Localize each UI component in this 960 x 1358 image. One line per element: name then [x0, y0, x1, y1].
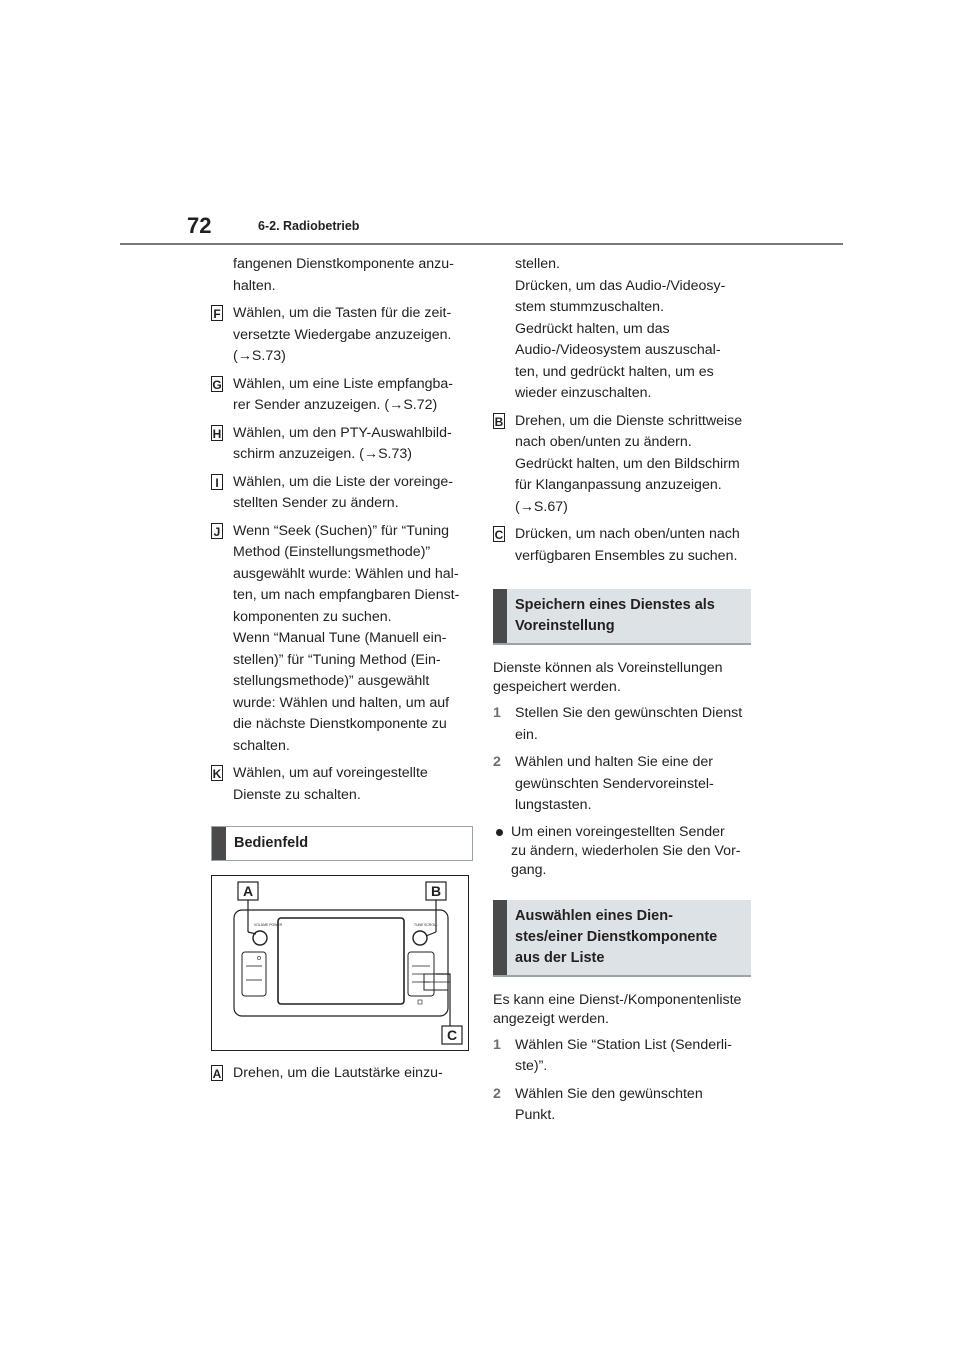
step-number: 2 [493, 1085, 501, 1102]
key-label: A [212, 1067, 222, 1081]
heading-line: stes/einer Dienstkomponente [515, 928, 718, 945]
section1-step-2 [493, 752, 751, 817]
continuation-text [211, 254, 473, 297]
heading-text: Bedienfeld [234, 835, 309, 851]
text-line: Wählen, um die Liste der voreinge- [233, 473, 454, 490]
key-label: H [212, 426, 222, 441]
section1-step-1 [493, 703, 751, 746]
text-line: verfügbaren Ensembles zu suchen. [515, 547, 738, 564]
section2-step-1 [493, 1035, 751, 1078]
text-line: stellten Sender zu ändern. [233, 495, 399, 511]
control-panel-figure [211, 875, 469, 1051]
left-knob-caption: VOLUME POWER [254, 923, 283, 927]
section2-intro [493, 991, 751, 1029]
text-line: zu ändern, wiederholen Sie den Vor- [511, 842, 741, 859]
text-line: für Klanganpassung anzuzeigen. [515, 477, 722, 493]
text-line: fangenen Dienstkomponente anzu- [233, 256, 454, 272]
item-g [211, 374, 473, 417]
text-line: gang. [511, 861, 547, 878]
text-line: rer Sender anzuzeigen. (→S.72) [233, 397, 438, 413]
key-label: K [212, 767, 222, 781]
text-line: Audio-/Videosystem auszuschal- [515, 342, 721, 358]
text-line: Wenn “Manual Tune (Manuell ein- [233, 630, 447, 646]
section-heading-save-preset [493, 589, 751, 645]
text-line: Dienste können als Voreinstellungen [493, 660, 723, 676]
key-label: B [494, 414, 504, 429]
text-line: Gedrückt halten, um das [515, 320, 670, 337]
text-line: lungstasten. [515, 797, 592, 813]
key-label: C [494, 528, 504, 542]
left-column [211, 254, 473, 1091]
key-label: F [211, 305, 223, 321]
text-line: stellungsmethode)” ausgewählt [233, 673, 430, 689]
heading-line: aus der Liste [515, 949, 605, 966]
item-h [211, 423, 473, 466]
section1-bullet [493, 823, 751, 880]
item-f [211, 303, 473, 368]
text-line: versetzte Wiedergabe anzuzeigen. [233, 326, 452, 343]
right-knob-caption: TUNE SCROLL [414, 923, 438, 927]
key-label: G [212, 377, 222, 392]
control-panel-illustration [212, 876, 468, 1050]
page-number: 72 [187, 213, 212, 238]
heading-text [493, 589, 751, 643]
step-number: 1 [493, 705, 501, 721]
item-i [211, 472, 473, 515]
text-line: Wählen, um den PTY-Auswahlbild- [233, 424, 452, 441]
text-line: gespeichert werden. [493, 679, 621, 695]
section-title: 6-2. Radiobetrieb [258, 219, 360, 233]
text-line: gewünschten Sendervoreinstel- [515, 775, 714, 792]
text-line: Drücken, um das Audio-/Videosy- [515, 277, 726, 294]
heading-line: Voreinstellung [515, 618, 615, 634]
text-line: angezeigt werden. [493, 1010, 609, 1027]
bedienfeld-heading [211, 826, 473, 861]
text-line: Wählen Sie “Station List (Senderli- [515, 1036, 732, 1053]
text-line: halten. [233, 277, 276, 294]
text-line: Wählen und halten Sie eine der [515, 754, 713, 770]
text-line: Um einen voreingestellten Sender [511, 823, 725, 840]
heading-line: Auswählen eines Dien- [515, 907, 673, 924]
text-line: Gedrückt halten, um den Bildschirm [515, 455, 740, 472]
key-label: I [211, 474, 223, 490]
text-line: die nächste Dienstkomponente zu [233, 716, 447, 732]
section-heading-select-from-list [493, 900, 751, 977]
text-line: schirm anzuzeigen. (→S.73) [233, 446, 412, 462]
section1-intro [493, 659, 751, 697]
text-line: wieder einzuschalten. [515, 385, 652, 401]
callout-a-label: A [242, 883, 254, 899]
heading-text [493, 900, 751, 975]
text-line: stem stummzuschalten. [515, 299, 665, 315]
text-line: ten, und gedrückt halten, um es [515, 363, 714, 380]
text-line: Dienste zu schalten. [233, 786, 361, 803]
callout-b-label: B [430, 883, 442, 899]
text-line: Punkt. [515, 1107, 556, 1123]
text-line: Drücken, um nach oben/unten nach [515, 526, 740, 542]
text-line: stellen. [515, 256, 560, 272]
text-line: Stellen Sie den gewünschten Dienst [515, 705, 743, 721]
item-c [493, 524, 751, 567]
text-line: nach oben/unten zu ändern. [515, 434, 692, 450]
text-line: (→S.73) [233, 348, 286, 364]
text-line: Wenn “Seek (Suchen)” für “Tuning [233, 522, 450, 539]
key-label: J [211, 523, 223, 539]
step-number: 2 [493, 754, 501, 770]
text-line: Drehen, um die Lautstärke einzu- [233, 1065, 443, 1081]
item-b [493, 411, 751, 519]
text-line: ste)”. [515, 1058, 548, 1074]
text-line: komponenten zu suchen. [233, 608, 392, 625]
text-line: ein. [515, 726, 538, 743]
text-line: stellen)” für “Tuning Method (Ein- [233, 651, 441, 668]
heading-line: Speichern eines Dienstes als [515, 597, 715, 613]
text-line: (→S.67) [515, 498, 568, 515]
text-line: Wählen, um auf voreingestellte [233, 765, 428, 781]
continuation-text [493, 254, 751, 405]
text-line: Wählen, um eine Liste empfangba- [233, 375, 454, 392]
text-line: wurde: Wählen und halten, um auf [233, 694, 450, 711]
bullet-dot [496, 829, 503, 836]
item-a [211, 1063, 473, 1085]
text-line: schalten. [233, 737, 290, 754]
text-line: Es kann eine Dienst-/Komponentenliste [493, 991, 742, 1008]
callout-c-label: C [446, 1027, 458, 1043]
header-rule [120, 243, 843, 245]
item-j [211, 521, 473, 758]
item-k [211, 763, 473, 806]
right-column [493, 254, 751, 1133]
text-line: Wählen Sie den gewünschten [515, 1085, 703, 1102]
step-number: 1 [493, 1036, 501, 1053]
text-line: Method (Einstellungsmethode)” [233, 544, 431, 560]
text-line: Wählen, um die Tasten für die zeit- [233, 305, 452, 321]
text-line: ten, um nach empfangbaren Dienst- [233, 587, 460, 603]
text-line: ausgewählt wurde: Wählen und hal- [233, 565, 459, 582]
section2-step-2 [493, 1084, 751, 1127]
text-line: Drehen, um die Dienste schrittweise [515, 412, 743, 429]
